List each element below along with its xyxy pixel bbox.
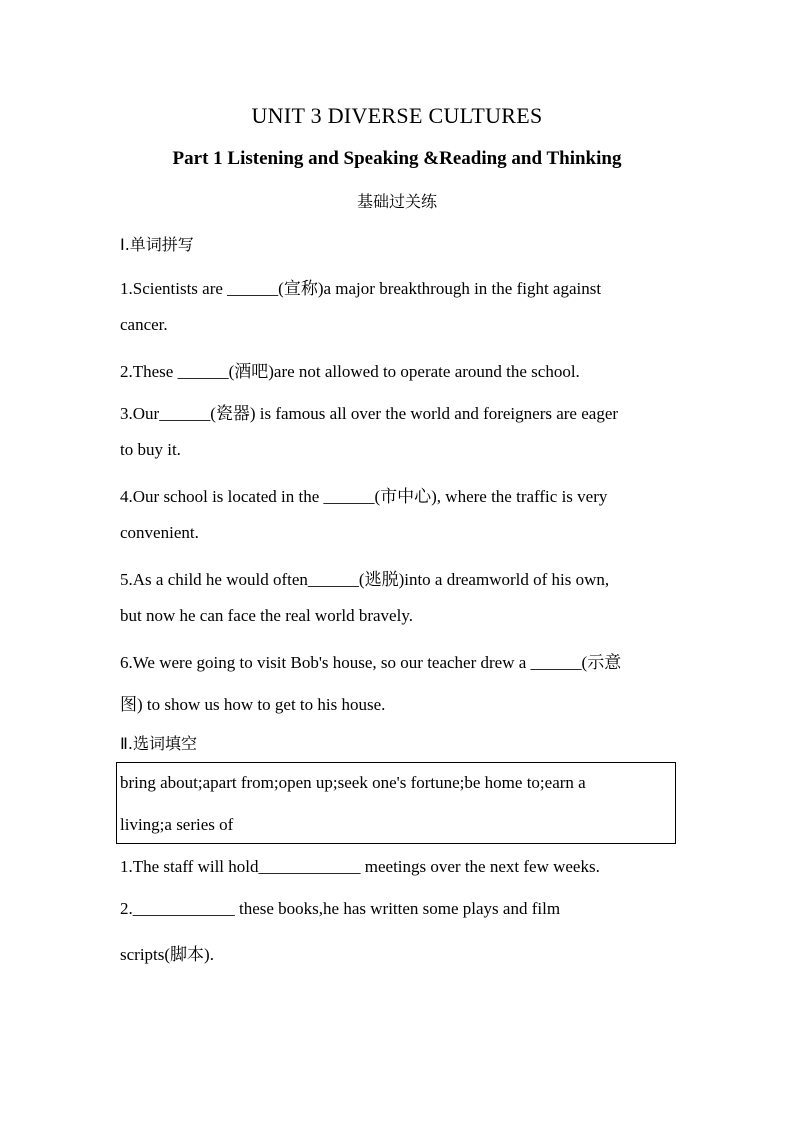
section-heading-fill-in: Ⅱ.选词填空 — [120, 734, 197, 753]
question-line: 5.As a child he would often______(逃脱)into a dreamworld of his own, — [120, 570, 610, 589]
question-line: scripts(脚本). — [120, 945, 214, 964]
question-line: 6.We were going to visit Bob's house, so our teacher drew a ______(示意 — [120, 653, 622, 672]
word-bank-line: bring about;apart from;open up;seek one's fortune;be home to;earn a — [120, 773, 586, 792]
question-line: but now he can face the real world bravely. — [120, 606, 413, 625]
question-line: cancer. — [120, 315, 168, 334]
question-line: 2.____________ these books,he has written some plays and film — [120, 899, 561, 918]
question-line: 4.Our school is located in the ______(市中心), where the traffic is very — [120, 487, 608, 506]
unit-title: UNIT 3 DIVERSE CULTURES — [251, 103, 543, 128]
part-title: Part 1 Listening and Speaking &Reading and Thinking — [172, 148, 622, 169]
question-line: 2.These ______(酒吧)are not allowed to operate around the school. — [120, 362, 580, 381]
section-heading-spelling: Ⅰ.单词拼写 — [120, 235, 194, 254]
question-line: convenient. — [120, 523, 199, 542]
question-line: 3.Our______(瓷器) is famous all over the world and foreigners are eager — [120, 404, 619, 423]
question-line: to buy it. — [120, 440, 181, 459]
question-line: 1.Scientists are ______(宣称)a major breakthrough in the fight against — [120, 279, 602, 298]
exercise-subtitle: 基础过关练 — [356, 192, 437, 211]
word-bank-line: living;a series of — [120, 815, 234, 834]
question-line: 1.The staff will hold____________ meetings over the next few weeks. — [120, 857, 600, 876]
question-line: 图) to show us how to get to his house. — [120, 695, 386, 714]
